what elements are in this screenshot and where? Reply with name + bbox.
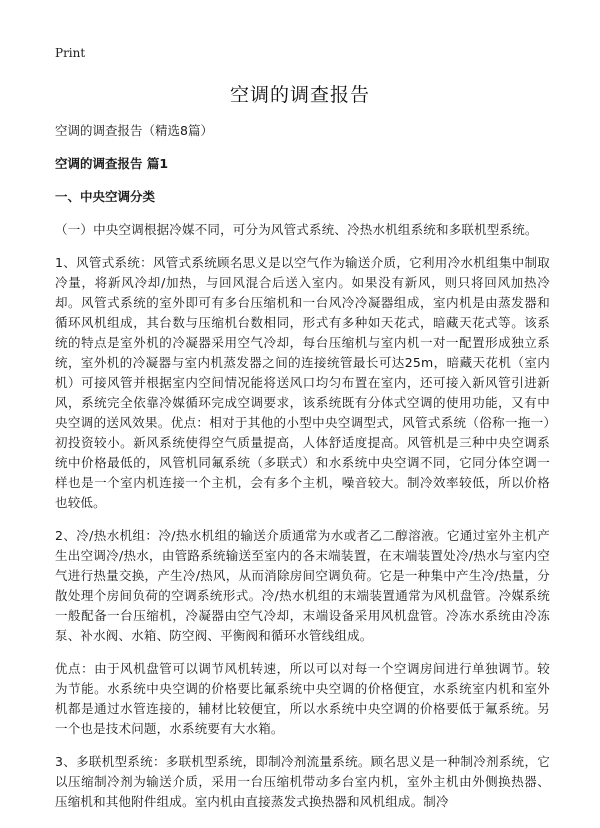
document-title: 空调的调查报告 — [229, 84, 370, 106]
document-subtitle: 空调的调查报告（精选8篇） — [55, 123, 213, 138]
paragraph-advantages: 优点：由于风机盘管可以调节风机转速，所以可以对每一个空调房间进行单独调节。较为节能。水系统中央空调的价格要比氟系统中央空调的价格便宜，水系统室内机和室外机都是通过水管连接的，辅材比较便宜，所以水系统中央空调的价格要低于氟系统。另一个也是技术问题，水系统要有大水箱。 — [55, 661, 550, 736]
paragraph-classification: （一）中央空调根据冷媒不同，可分为风管式系统、冷热水机组系统和多联机型系统。 — [55, 222, 538, 237]
article-heading: 空调的调查报告 篇1 — [55, 156, 169, 171]
section-heading: 一、中央空调分类 — [55, 189, 156, 204]
paragraph-duct-system: 1、风管式系统：风管式系统顾名思义是以空气作为输送介质，它利用冷水机组集中制取冷量，将新风冷却/加热，与回风混合后送入室内。如果没有新风，则只将回风加热冷却。风管式系统的室外即可有多台压缩机和一台风冷冷凝器组成，室内机是由蒸发器和循环风机组成，其台数与压缩机台数相同，形式有多种如天花式，暗藏天花式等。该系统的特点是室外机的冷凝器采用空气冷却，每台压缩机与室内机一对一配置形成独立系统，室外机的冷凝器与室内机蒸发器之间的连接统管最长可达25m，暗藏天花机（室内机）可接风管并根据室内空间情况能将送风口均匀布置在室内，还可接入新风管引进新风，系统完全依靠冷媒循环完成空调要求，该系统既有分体式空调的使用功能，又有中央空调的送风效果。优点：相对于其他的小型中央空调型式，风管式系统（俗称一拖一）初投资较小。新风系统使得空气质量提高，人体舒适度提高。风管机是三种中央空调系统中价格最低的，风管机同氟系统（多联式）和水系统中央空调不同，它同分体空调一样也是一个室内机连接一个主机，会有多个主机，噪音较大。制冷效率较低，所以价格也较低。 — [55, 255, 550, 510]
paragraph-multi-split: 3、多联机型系统：多联机型系统，即制冷剂流量系统。顾名思义是一种制冷剂系统，它以压缩制冷剂为输送介质，采用一台压缩机带动多台室内机，室外主机由外侧换热器、压缩机和其他附件组成。室内机由直接蒸发式换热器和风机组成。制冷 — [55, 754, 550, 809]
document-body — [55, 121, 550, 812]
print-label: Print — [55, 46, 86, 60]
paragraph-water-chiller: 2、冷/热水机组：冷/热水机组的输送介质通常为水或者乙二醇溶液。它通过室外主机产生出空调冷/热水，由管路系统输送至室内的各末端装置，在末端装置处冷/热水与室内空气进行热量交换，产生冷/热风，从而消除房间空调负荷。它是一种集中产生冷/热量，分散处理个房间负荷的空调系统形式。冷/热水机组的末端装置通常为风机盘管。冷媒系统一般配备一台压缩机，冷凝器由空气冷却，末端设备采用风机盘管。冷冻水系统由冷冻泵、补水阀、水箱、防空阀、平衡阀和循环水管线组成。 — [55, 528, 550, 643]
